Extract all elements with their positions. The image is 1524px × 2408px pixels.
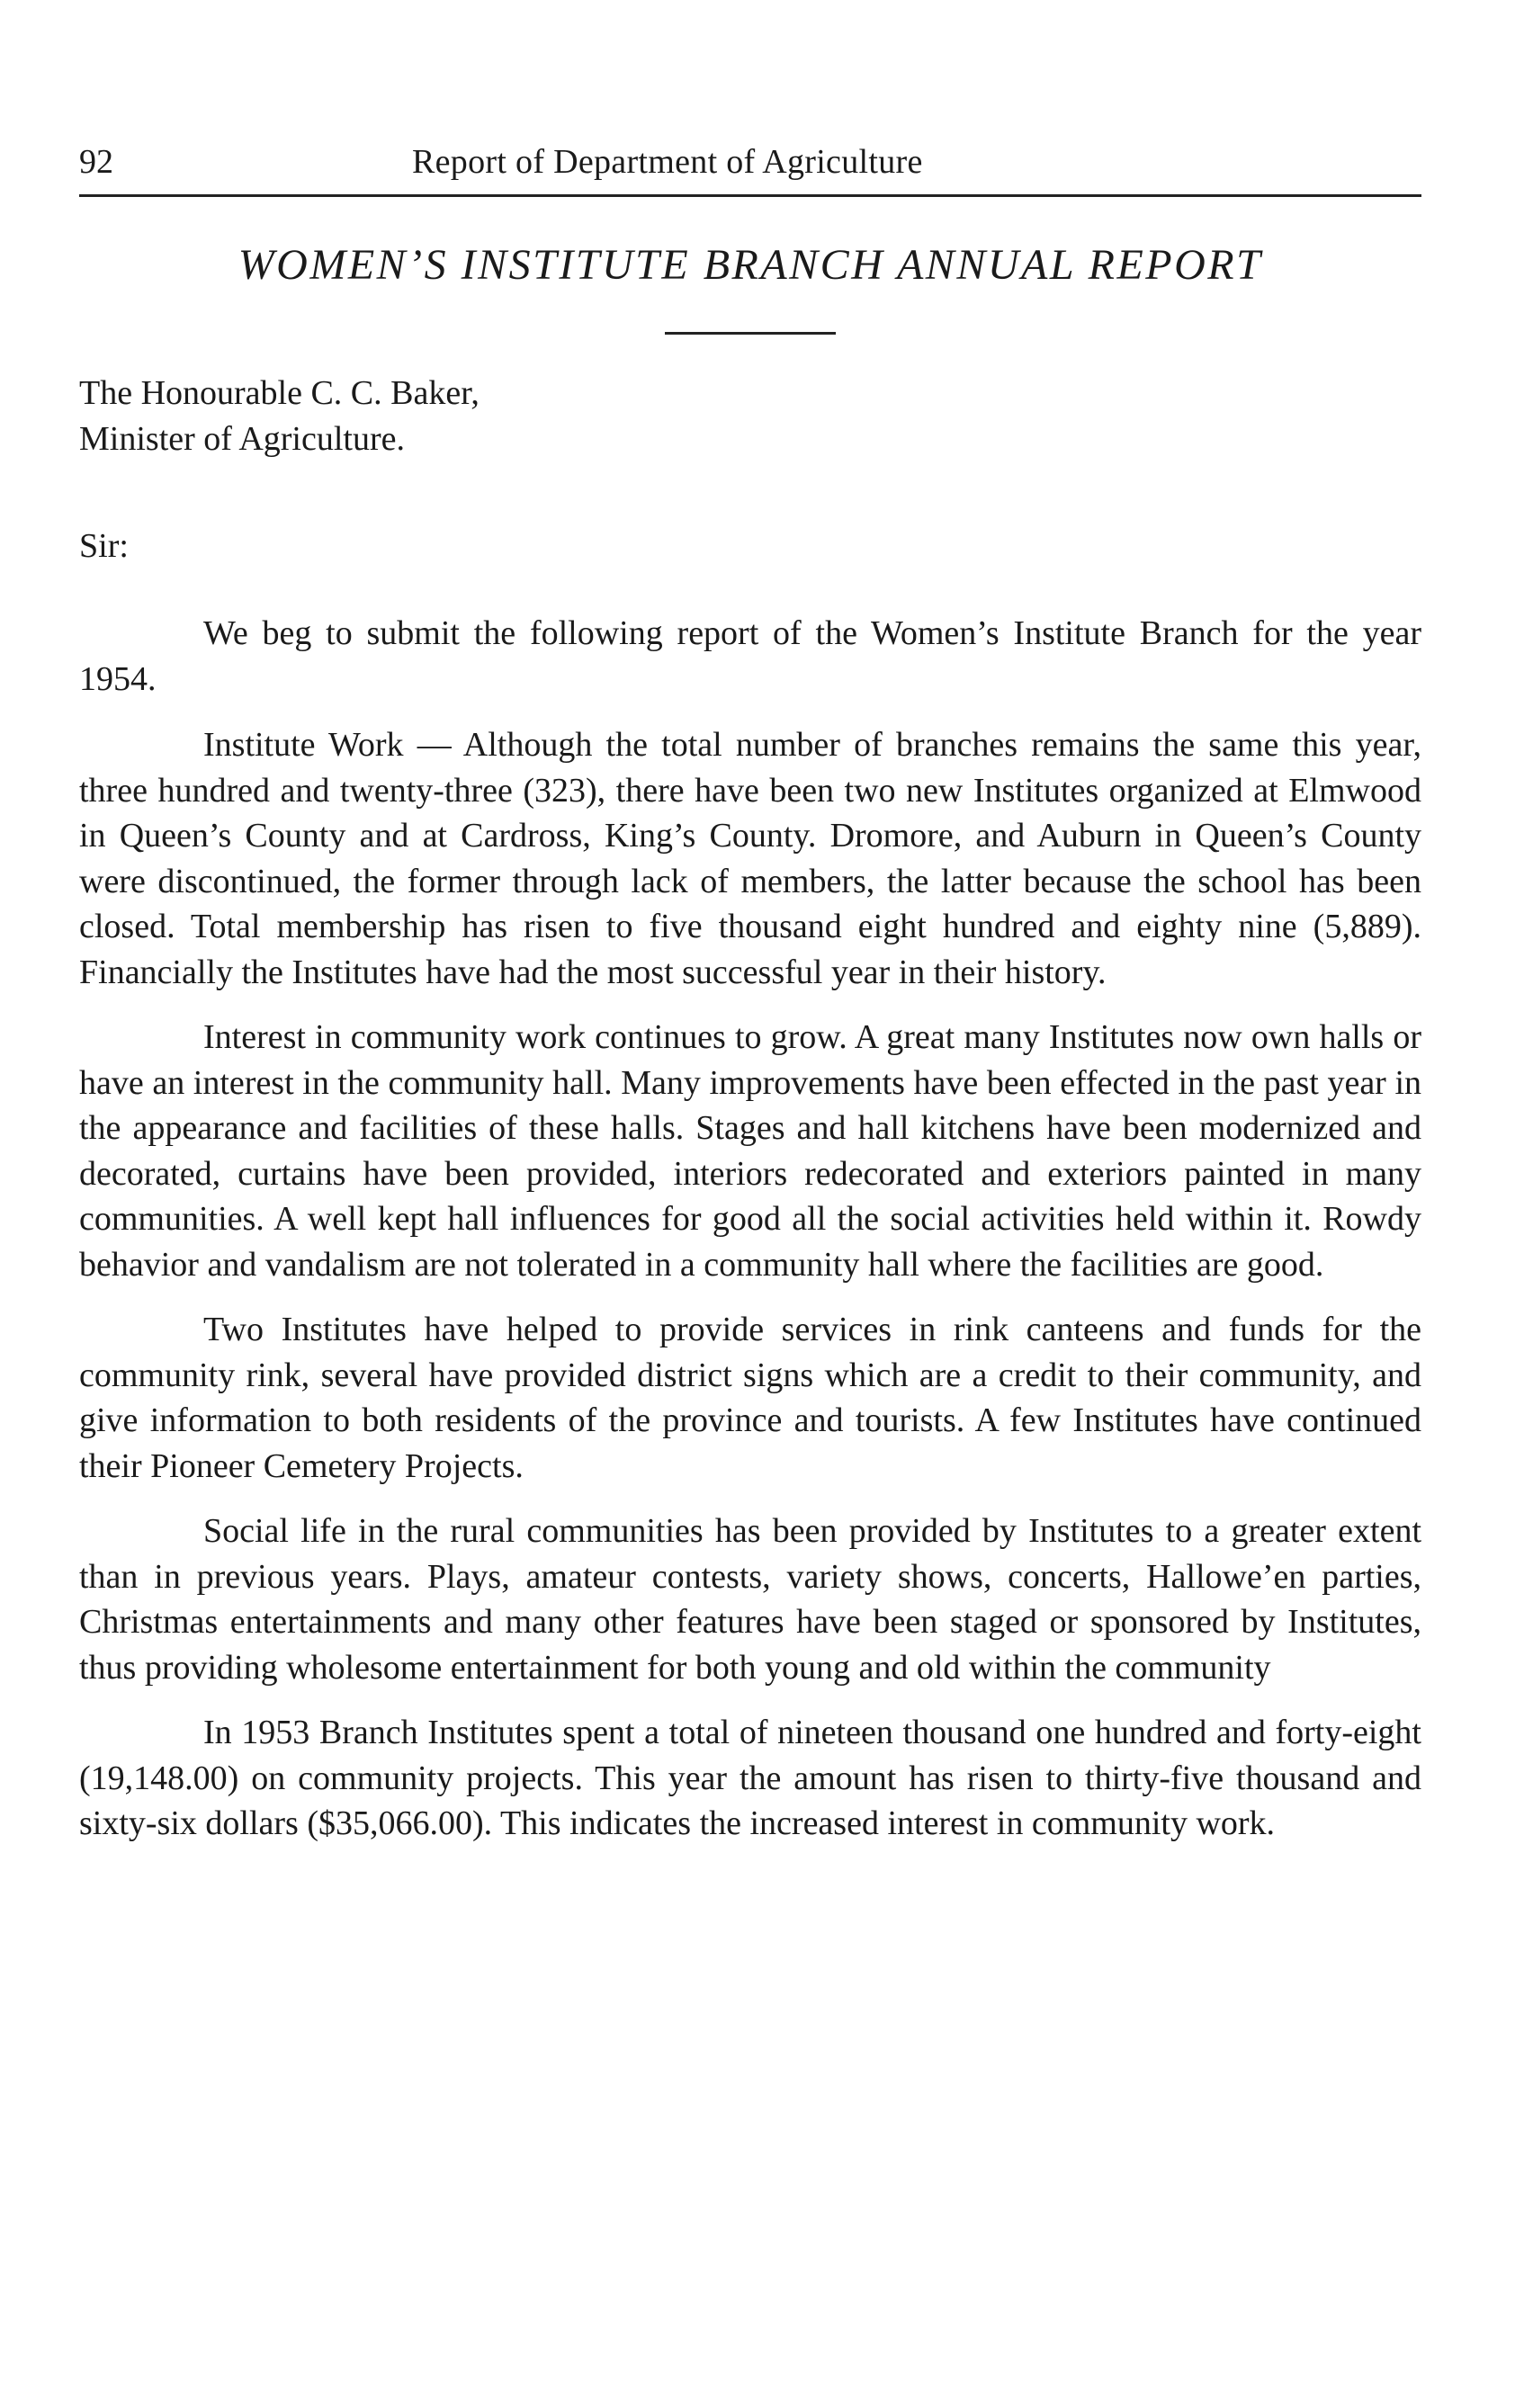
header-rule [79, 194, 1421, 197]
addressee-title: Minister of Agriculture. [79, 420, 405, 458]
paragraph-community-halls: Interest in community work continues to grow. A great many Institutes now own halls or have an interest in the community hall. Many improvements have been effected in the past year in the appearance and facilities of these halls. Stages and hall kitchens have been modernized and decorated, curtains have been provided, interiors redecorated and exteriors painted in many communities. A well kept hall influences for good all the social activities held within it. Rowdy behavior and vandalism are not tolerated in a community hall where the facilities are good. [79, 1018, 1421, 1284]
salutation: Sir: [79, 527, 129, 565]
addressee-name: The Honourable C. C. Baker, [79, 374, 480, 412]
running-header [79, 135, 1421, 189]
paragraph-intro: We beg to submit the following report of the Women’s Institute Branch for the year 1954. [79, 614, 1421, 698]
paragraph-social-life: Social life in the rural communities has been provided by Institutes to a greater extent than in previous years. Plays, amateur contests, variety shows, concerts, Hallowe’en parties, Christmas entertainments and many other features have been staged or sponsored by Institutes, thus providing wholesome entertainment for both young and old within the community [79, 1512, 1421, 1687]
paragraph-community-spending: In 1953 Branch Institutes spent a total of nineteen thousand one hundred and forty-eight (19,148.00) on community projects. This year the amount has risen to thirty-five thousand and sixty-six dollars ($35,066.00). This indicates the increased interest in community work. [79, 1714, 1421, 1842]
addressee-block [79, 371, 1421, 462]
title-rule [665, 332, 836, 335]
page-number: 92 [79, 143, 113, 181]
running-title: Report of Department of Agriculture [412, 143, 923, 181]
report-title: WOMEN’S INSTITUTE BRANCH ANNUAL REPORT [238, 241, 1263, 289]
paragraph-rink-and-signs: Two Institutes have helped to provide services in rink canteens and funds for the community rink, several have provided district signs which are a credit to their community, and give information to both residents of the province and tourists. A few Institutes have continued their Pioneer Cemetery Projects. [79, 1311, 1421, 1485]
document-page [79, 135, 1421, 1847]
paragraph-institute-work: Institute Work — Although the total number of branches remains the same this year, three hundred and twenty-three (323), there have been two new Institutes organized at Elmwood in Queen’s County and at Cardross, King’s County. Dromore, and Auburn in Queen’s County were discontinued, the former through lack of members, the latter because the school has been closed. Total membership has risen to five thousand eight hundred and eighty nine (5,889). Financially the Institutes have had the most successful year in their history. [79, 726, 1421, 991]
